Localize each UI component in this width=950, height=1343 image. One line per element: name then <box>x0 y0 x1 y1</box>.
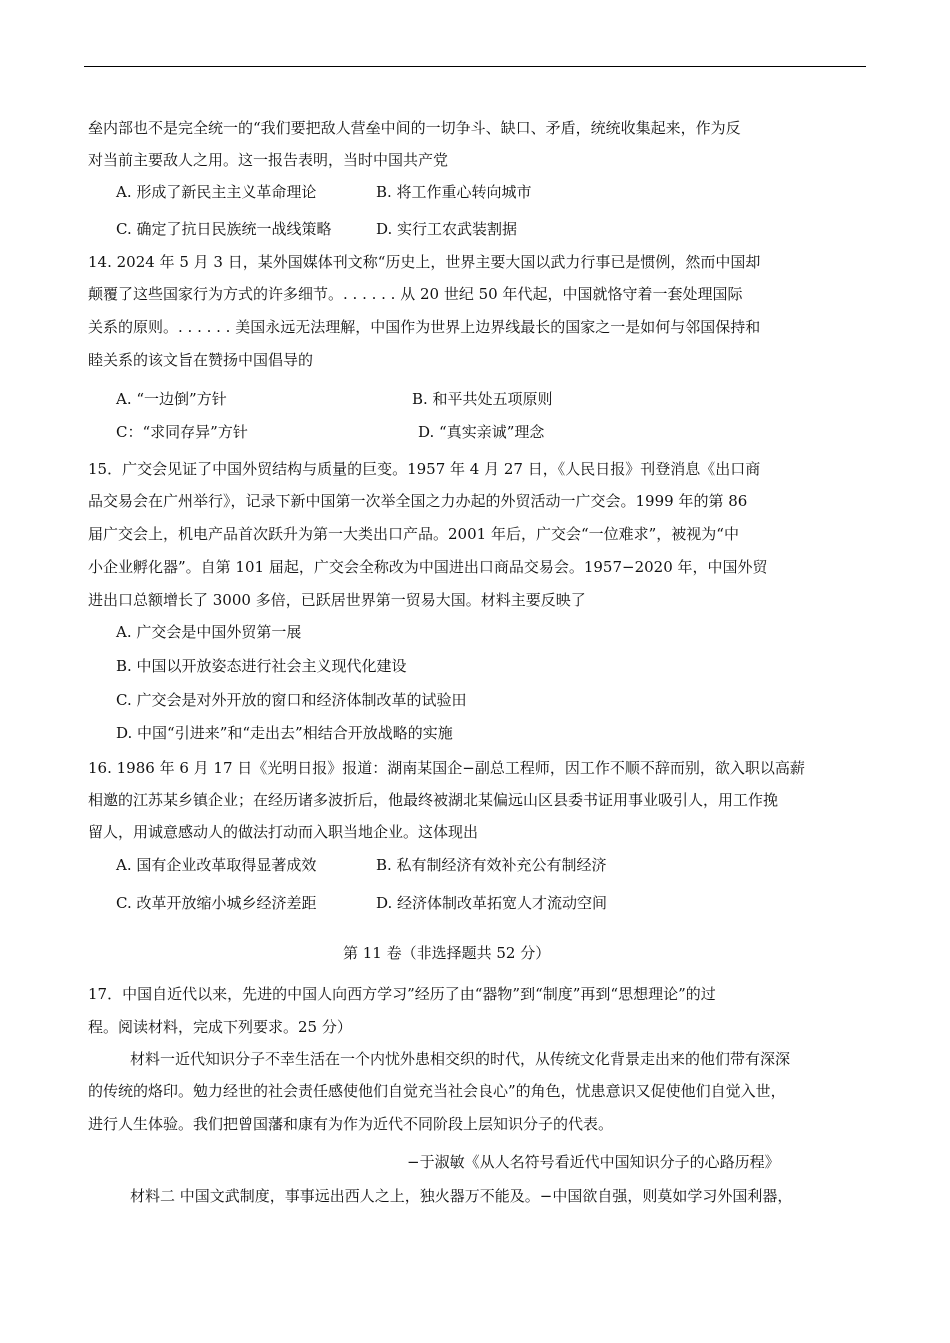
q16-stem-line-1: 16. 1986 年 6 月 17 日《光明日报》报道：湖南某国企−副总工程师，因工作不顺不辞而别，欲入职以高薪 <box>88 759 805 777</box>
q16-stem-line-3: 留人，用诚意感动人的做法打动而入职当地企业。这体现出 <box>88 823 479 841</box>
q17-material1-line-2: 的传统的烙印。勉力经世的社会责任感使他们自觉充当社会良心”的角色，忧患意识又促使他们自觉入世， <box>88 1082 786 1100</box>
q17-material1-line-3: 进行人生体验。我们把曾国藩和康有为作为近代不同阶段上层知识分子的代表。 <box>88 1115 614 1133</box>
q17-material1-source: −于淑敏《从人名符号看近代中国知识分子的心路历程》 <box>407 1153 780 1171</box>
q13-option-a: A. 形成了新民主主义革命理论 <box>116 183 317 201</box>
q15-option-a: A. 广交会是中国外贸第一展 <box>116 623 302 641</box>
q14-stem-line-2: 颠覆了这些国家行为方式的许多细节。. . . . . . 从 20 世纪 50 年代起，中国就恪守着一套处理国际 <box>88 285 743 303</box>
q14-stem-line-4: 睦关系的该文旨在赞扬中国倡导的 <box>88 351 314 369</box>
q13-stem-line-2: 对当前主要敌人之用。这一报告表明，当时中国共产党 <box>88 151 449 169</box>
q15-option-d: D. 中国“引进来”和“走出去”相结合开放战略的实施 <box>116 724 453 742</box>
q16-option-b: B. 私有制经济有效补充公有制经济 <box>376 856 607 874</box>
q17-stem-line-1: 17．中国自近代以来，先进的中国人向西方学习”经历了由“器物”到“制度”再到“思想理论”的过 <box>88 985 716 1003</box>
q16-option-d: D. 经济体制改革拓宽人才流动空间 <box>376 894 608 912</box>
q14-option-c: C：“求同存异”方针 <box>116 423 248 441</box>
q14-option-a: A. “一边倒”方针 <box>116 390 227 408</box>
q14-stem-line-3: 关系的原则。. . . . . . 美国永远无法理解，中国作为世界上边界线最长的国家之一是如何与邻国保持和 <box>88 318 761 336</box>
q15-stem-line-1: 15．广交会见证了中国外贸结构与质量的巨变。1957 年 4 月 27 日，《人民日报》刊登消息《出口商 <box>88 460 761 478</box>
q15-stem-line-2: 品交易会在广州举行》，记录下新中国第一次举全国之力办起的外贸活动一广交会。1999 年的第 86 <box>88 492 748 510</box>
q15-stem-line-3: 届广交会上，机电产品首次跃升为第一大类出口产品。2001 年后，广交会“一位难求”，被视为“中 <box>88 525 739 543</box>
q16-option-a: A. 国有企业改革取得显著成效 <box>116 856 317 874</box>
q13-stem-line-1: 垒内部也不是完全统一的“我们要把敌人营垒中间的一切争斗、缺口、矛盾，统统收集起来，作为反 <box>88 119 741 137</box>
q14-option-b: B. 和平共处五项原则 <box>412 390 553 408</box>
q13-option-b: B. 将工作重心转向城市 <box>376 183 532 201</box>
q14-option-d: D. “真实亲诚”理念 <box>418 423 545 441</box>
q17-material1-line-1: 材料一近代知识分子不幸生活在一个内忧外患相交织的时代，从传统文化背景走出来的他们带有深深 <box>130 1050 791 1068</box>
q17-stem-line-2: 程。阅读材料，完成下列要求。25 分） <box>88 1018 352 1036</box>
section-title: 第 11 卷（非选择题共 52 分） <box>343 944 551 962</box>
q16-option-c: C. 改革开放缩小城乡经济差距 <box>116 894 317 912</box>
q15-option-c: C. 广交会是对外开放的窗口和经济体制改革的试验田 <box>116 691 467 709</box>
header-rule <box>84 66 866 67</box>
q15-option-b: B. 中国以开放姿态进行社会主义现代化建设 <box>116 657 407 675</box>
q13-option-d: D. 实行工农武装割据 <box>376 220 518 238</box>
q14-stem-line-1: 14. 2024 年 5 月 3 日，某外国媒体刊文称“历史上，世界主要大国以武力行事已是惯例，然而中国却 <box>88 253 761 271</box>
q16-stem-line-2: 相邀的江苏某乡镇企业；在经历诸多波折后，他最终被湖北某偏远山区县委书证用事业吸引人，用工作挽 <box>88 791 779 809</box>
q15-stem-line-4: 小企业孵化器”。自第 101 届起，广交会全称改为中国进出口商品交易会。1957−2020 年，中国外贸 <box>88 558 768 576</box>
q13-option-c: C. 确定了抗日民族统一战线策略 <box>116 220 332 238</box>
q17-material2-line-1: 材料二 中国文武制度，事事远出西人之上，独火器万不能及。−中国欲自强，则莫如学习外国利器， <box>130 1187 793 1205</box>
q15-stem-line-5: 进出口总额增长了 3000 多倍，已跃居世界第一贸易大国。材料主要反映了 <box>88 591 586 609</box>
